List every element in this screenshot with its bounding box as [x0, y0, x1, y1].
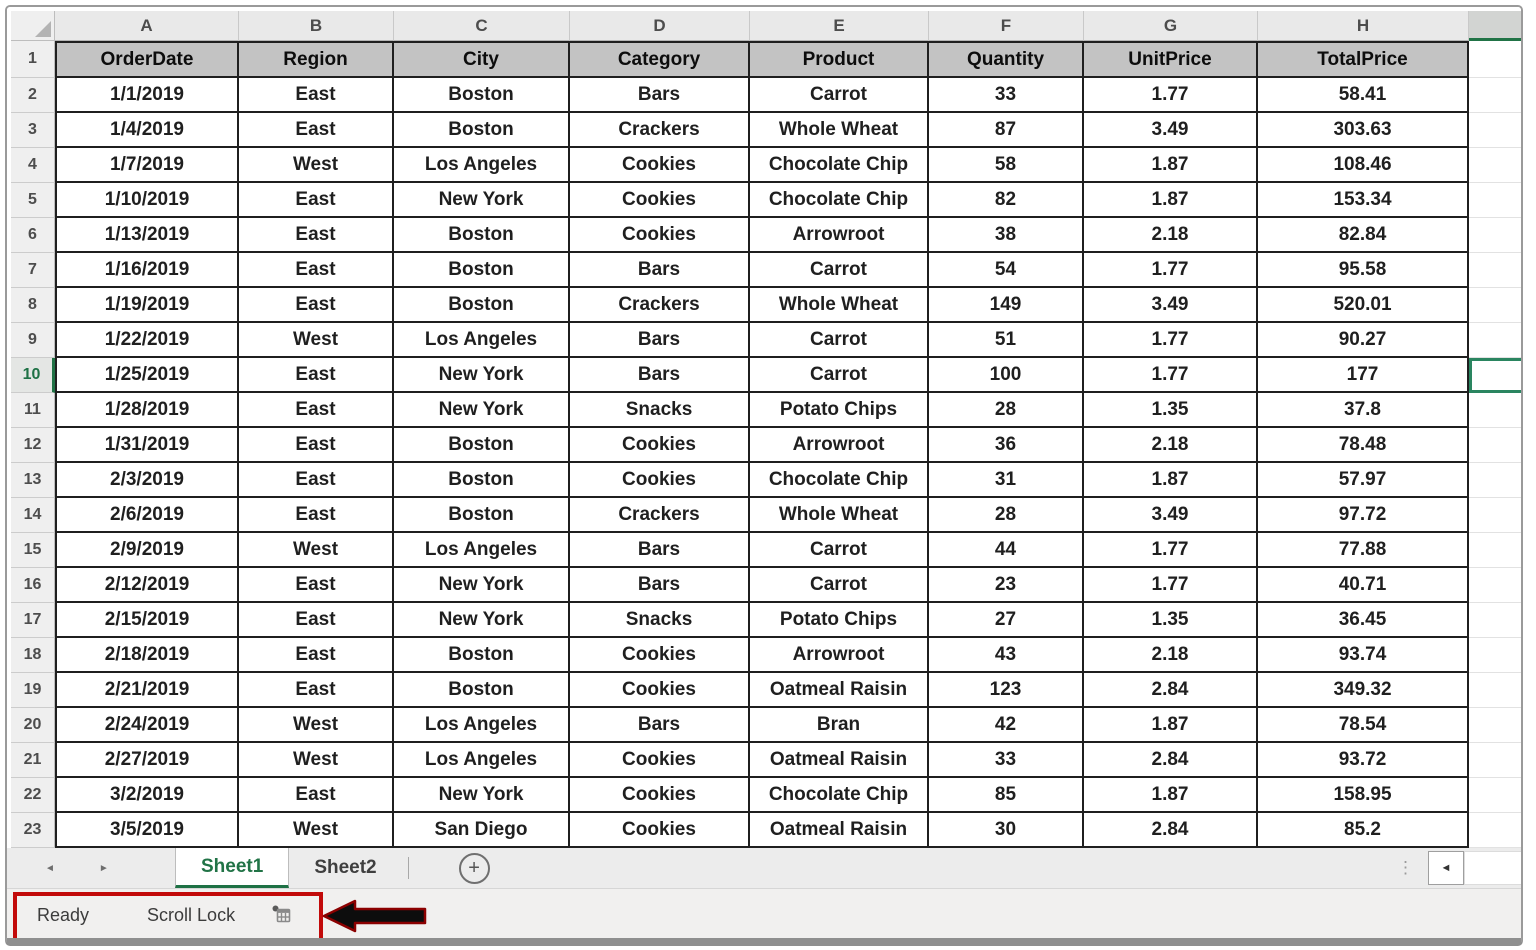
- spreadsheet-grid: [11, 11, 1521, 848]
- row-header-5[interactable]: 5: [11, 183, 55, 218]
- cell-c21[interactable]: Los Angeles: [394, 743, 570, 778]
- cell-h2[interactable]: 58.41: [1258, 78, 1469, 113]
- cell-b6[interactable]: East: [239, 218, 394, 253]
- row-header-18[interactable]: 18: [11, 638, 55, 673]
- cell-h11[interactable]: 37.8: [1258, 393, 1469, 428]
- cell-d7[interactable]: Bars: [570, 253, 750, 288]
- cell-a15[interactable]: 2/9/2019: [55, 533, 239, 568]
- cell-i10[interactable]: [1469, 358, 1521, 393]
- cell-h20[interactable]: 78.54: [1258, 708, 1469, 743]
- cell-a3[interactable]: 1/4/2019: [55, 113, 239, 148]
- cell-a12[interactable]: 1/31/2019: [55, 428, 239, 463]
- cell-g11[interactable]: 1.35: [1084, 393, 1258, 428]
- header-cell-orderdate[interactable]: OrderDate: [55, 41, 239, 78]
- cell-c15[interactable]: Los Angeles: [394, 533, 570, 568]
- cell-i7[interactable]: [1469, 253, 1521, 288]
- cell-b13[interactable]: East: [239, 463, 394, 498]
- cell-b11[interactable]: East: [239, 393, 394, 428]
- sheet-nav-zone: [7, 848, 175, 888]
- tab-scrollbar-splitter-icon[interactable]: ⋮: [1397, 858, 1414, 877]
- cell-c17[interactable]: New York: [394, 603, 570, 638]
- cell-e5[interactable]: Chocolate Chip: [750, 183, 929, 218]
- cell-i2[interactable]: [1469, 78, 1521, 113]
- cell-e9[interactable]: Carrot: [750, 323, 929, 358]
- cell-e17[interactable]: Potato Chips: [750, 603, 929, 638]
- cell-b16[interactable]: East: [239, 568, 394, 603]
- spreadsheet-area: [7, 7, 1521, 848]
- cell-b20[interactable]: West: [239, 708, 394, 743]
- cell-f10[interactable]: 100: [929, 358, 1084, 393]
- cell-b17[interactable]: East: [239, 603, 394, 638]
- cell-g19[interactable]: 2.84: [1084, 673, 1258, 708]
- cell-i15[interactable]: [1469, 533, 1521, 568]
- cell-a8[interactable]: 1/19/2019: [55, 288, 239, 323]
- cell-c19[interactable]: Boston: [394, 673, 570, 708]
- cell-c8[interactable]: Boston: [394, 288, 570, 323]
- cell-f2[interactable]: 33: [929, 78, 1084, 113]
- row-header-12[interactable]: 12: [11, 428, 55, 463]
- cell-f23[interactable]: 30: [929, 813, 1084, 848]
- cell-f5[interactable]: 82: [929, 183, 1084, 218]
- column-header-g[interactable]: G: [1084, 11, 1258, 41]
- tab-sheet1-label: Sheet1: [201, 855, 264, 877]
- cell-a10[interactable]: 1/25/2019: [55, 358, 239, 393]
- cell-b12[interactable]: East: [239, 428, 394, 463]
- row-header-15[interactable]: 15: [11, 533, 55, 568]
- cell-g21[interactable]: 2.84: [1084, 743, 1258, 778]
- cell-b7[interactable]: East: [239, 253, 394, 288]
- cell-i16[interactable]: [1469, 568, 1521, 603]
- row-header-9[interactable]: 9: [11, 323, 55, 358]
- cell-d11[interactable]: Snacks: [570, 393, 750, 428]
- cell-h8[interactable]: 520.01: [1258, 288, 1469, 323]
- row-header-20[interactable]: 20: [11, 708, 55, 743]
- cell-h6[interactable]: 82.84: [1258, 218, 1469, 253]
- hscroll-left-button[interactable]: [1428, 851, 1464, 885]
- select-all-button[interactable]: [11, 11, 55, 41]
- header-cell-category[interactable]: Category: [570, 41, 750, 78]
- cell-f12[interactable]: 36: [929, 428, 1084, 463]
- cell-h18[interactable]: 93.74: [1258, 638, 1469, 673]
- cell-e18[interactable]: Arrowroot: [750, 638, 929, 673]
- cell-e8[interactable]: Whole Wheat: [750, 288, 929, 323]
- row-header-23[interactable]: 23: [11, 813, 55, 848]
- cell-h21[interactable]: 93.72: [1258, 743, 1469, 778]
- column-header-d[interactable]: D: [570, 11, 750, 41]
- cell-a5[interactable]: 1/10/2019: [55, 183, 239, 218]
- cell-g7[interactable]: 1.77: [1084, 253, 1258, 288]
- cell-e3[interactable]: Whole Wheat: [750, 113, 929, 148]
- row-header-2[interactable]: 2: [11, 78, 55, 113]
- cell-i1[interactable]: [1469, 41, 1521, 78]
- cell-d14[interactable]: Crackers: [570, 498, 750, 533]
- cell-c6[interactable]: Boston: [394, 218, 570, 253]
- cell-i21[interactable]: [1469, 743, 1521, 778]
- cell-e10[interactable]: Carrot: [750, 358, 929, 393]
- scroll-left-icon: ◄: [1440, 862, 1452, 874]
- tab-sheet2-label: Sheet2: [314, 857, 377, 878]
- cell-d10[interactable]: Bars: [570, 358, 750, 393]
- cell-h12[interactable]: 78.48: [1258, 428, 1469, 463]
- header-cell-quantity[interactable]: Quantity: [929, 41, 1084, 78]
- cell-i19[interactable]: [1469, 673, 1521, 708]
- cell-a23[interactable]: 3/5/2019: [55, 813, 239, 848]
- annotation-arrow-icon: [321, 899, 433, 933]
- header-cell-totalprice[interactable]: TotalPrice: [1258, 41, 1469, 78]
- excel-window: [5, 5, 1523, 946]
- cell-h16[interactable]: 40.71: [1258, 568, 1469, 603]
- cell-g6[interactable]: 2.18: [1084, 218, 1258, 253]
- row-header-11[interactable]: 11: [11, 393, 55, 428]
- cell-b9[interactable]: West: [239, 323, 394, 358]
- cell-c10[interactable]: New York: [394, 358, 570, 393]
- cell-d22[interactable]: Cookies: [570, 778, 750, 813]
- cell-d9[interactable]: Bars: [570, 323, 750, 358]
- row-header-16[interactable]: 16: [11, 568, 55, 603]
- cell-b22[interactable]: East: [239, 778, 394, 813]
- column-header-a[interactable]: A: [55, 11, 239, 41]
- cell-d5[interactable]: Cookies: [570, 183, 750, 218]
- column-header-f[interactable]: F: [929, 11, 1084, 41]
- cell-a21[interactable]: 2/27/2019: [55, 743, 239, 778]
- cell-f16[interactable]: 23: [929, 568, 1084, 603]
- cell-g14[interactable]: 3.49: [1084, 498, 1258, 533]
- cell-c13[interactable]: Boston: [394, 463, 570, 498]
- cell-b8[interactable]: East: [239, 288, 394, 323]
- cell-g5[interactable]: 1.87: [1084, 183, 1258, 218]
- cell-g18[interactable]: 2.18: [1084, 638, 1258, 673]
- column-header-b[interactable]: B: [239, 11, 394, 41]
- cell-c4[interactable]: Los Angeles: [394, 148, 570, 183]
- cell-e22[interactable]: Chocolate Chip: [750, 778, 929, 813]
- status-ready-label: Ready: [37, 904, 90, 925]
- cell-f21[interactable]: 33: [929, 743, 1084, 778]
- cell-c11[interactable]: New York: [394, 393, 570, 428]
- cell-d21[interactable]: Cookies: [570, 743, 750, 778]
- cell-c16[interactable]: New York: [394, 568, 570, 603]
- cell-a13[interactable]: 2/3/2019: [55, 463, 239, 498]
- cell-g17[interactable]: 1.35: [1084, 603, 1258, 638]
- add-sheet-button[interactable]: [459, 853, 490, 884]
- tab-sheet1[interactable]: [175, 848, 289, 888]
- cell-h7[interactable]: 95.58: [1258, 253, 1469, 288]
- cell-g23[interactable]: 2.84: [1084, 813, 1258, 848]
- cell-i6[interactable]: [1469, 218, 1521, 253]
- cell-a6[interactable]: 1/13/2019: [55, 218, 239, 253]
- cell-d13[interactable]: Cookies: [570, 463, 750, 498]
- sheet-nav-left-icon[interactable]: ◄: [45, 862, 55, 874]
- column-header-partial[interactable]: [1469, 11, 1521, 41]
- cell-h10[interactable]: 177: [1258, 358, 1469, 393]
- status-scroll-lock-label: Scroll Lock: [147, 904, 236, 925]
- cell-i4[interactable]: [1469, 148, 1521, 183]
- row-header-21[interactable]: 21: [11, 743, 55, 778]
- cell-e13[interactable]: Chocolate Chip: [750, 463, 929, 498]
- cell-e16[interactable]: Carrot: [750, 568, 929, 603]
- cell-i20[interactable]: [1469, 708, 1521, 743]
- cell-h14[interactable]: 97.72: [1258, 498, 1469, 533]
- cell-b19[interactable]: East: [239, 673, 394, 708]
- cell-d15[interactable]: Bars: [570, 533, 750, 568]
- cell-e12[interactable]: Arrowroot: [750, 428, 929, 463]
- cell-c23[interactable]: San Diego: [394, 813, 570, 848]
- cell-a4[interactable]: 1/7/2019: [55, 148, 239, 183]
- row-header-13[interactable]: 13: [11, 463, 55, 498]
- cell-b21[interactable]: West: [239, 743, 394, 778]
- cell-h15[interactable]: 77.88: [1258, 533, 1469, 568]
- cell-a7[interactable]: 1/16/2019: [55, 253, 239, 288]
- cell-a16[interactable]: 2/12/2019: [55, 568, 239, 603]
- header-cell-product[interactable]: Product: [750, 41, 929, 78]
- cell-h5[interactable]: 153.34: [1258, 183, 1469, 218]
- cell-f19[interactable]: 123: [929, 673, 1084, 708]
- cell-f9[interactable]: 51: [929, 323, 1084, 358]
- cell-h13[interactable]: 57.97: [1258, 463, 1469, 498]
- cell-a22[interactable]: 3/2/2019: [55, 778, 239, 813]
- macro-record-icon[interactable]: [271, 904, 293, 926]
- status-bar: [7, 889, 1521, 941]
- cell-g3[interactable]: 3.49: [1084, 113, 1258, 148]
- cell-g9[interactable]: 1.77: [1084, 323, 1258, 358]
- cell-c14[interactable]: Boston: [394, 498, 570, 533]
- cell-i18[interactable]: [1469, 638, 1521, 673]
- header-cell-region[interactable]: Region: [239, 41, 394, 78]
- cell-a9[interactable]: 1/22/2019: [55, 323, 239, 358]
- cell-e4[interactable]: Chocolate Chip: [750, 148, 929, 183]
- column-header-e[interactable]: E: [750, 11, 929, 41]
- cell-b15[interactable]: West: [239, 533, 394, 568]
- row-header-4[interactable]: 4: [11, 148, 55, 183]
- cell-d18[interactable]: Cookies: [570, 638, 750, 673]
- cell-i17[interactable]: [1469, 603, 1521, 638]
- header-cell-unitprice[interactable]: UnitPrice: [1084, 41, 1258, 78]
- cell-d8[interactable]: Crackers: [570, 288, 750, 323]
- cell-c7[interactable]: Boston: [394, 253, 570, 288]
- cell-i3[interactable]: [1469, 113, 1521, 148]
- cell-f13[interactable]: 31: [929, 463, 1084, 498]
- cell-c3[interactable]: Boston: [394, 113, 570, 148]
- header-cell-city[interactable]: City: [394, 41, 570, 78]
- cell-g8[interactable]: 3.49: [1084, 288, 1258, 323]
- cell-h19[interactable]: 349.32: [1258, 673, 1469, 708]
- cell-c22[interactable]: New York: [394, 778, 570, 813]
- cell-e15[interactable]: Carrot: [750, 533, 929, 568]
- cell-d6[interactable]: Cookies: [570, 218, 750, 253]
- cell-a11[interactable]: 1/28/2019: [55, 393, 239, 428]
- cell-f22[interactable]: 85: [929, 778, 1084, 813]
- cell-i11[interactable]: [1469, 393, 1521, 428]
- cell-b2[interactable]: East: [239, 78, 394, 113]
- cell-i5[interactable]: [1469, 183, 1521, 218]
- cell-g22[interactable]: 1.87: [1084, 778, 1258, 813]
- cell-i14[interactable]: [1469, 498, 1521, 533]
- row-header-22[interactable]: 22: [11, 778, 55, 813]
- cell-h9[interactable]: 90.27: [1258, 323, 1469, 358]
- cell-e23[interactable]: Oatmeal Raisin: [750, 813, 929, 848]
- cell-b3[interactable]: East: [239, 113, 394, 148]
- cell-c20[interactable]: Los Angeles: [394, 708, 570, 743]
- cell-f6[interactable]: 38: [929, 218, 1084, 253]
- cell-h23[interactable]: 85.2: [1258, 813, 1469, 848]
- cell-f11[interactable]: 28: [929, 393, 1084, 428]
- horizontal-scrollbar-track[interactable]: [1464, 851, 1521, 885]
- row-header-19[interactable]: 19: [11, 673, 55, 708]
- cell-a20[interactable]: 2/24/2019: [55, 708, 239, 743]
- cell-c12[interactable]: Boston: [394, 428, 570, 463]
- cell-e7[interactable]: Carrot: [750, 253, 929, 288]
- cell-g15[interactable]: 1.77: [1084, 533, 1258, 568]
- cell-e19[interactable]: Oatmeal Raisin: [750, 673, 929, 708]
- cell-e14[interactable]: Whole Wheat: [750, 498, 929, 533]
- cell-a19[interactable]: 2/21/2019: [55, 673, 239, 708]
- cell-d2[interactable]: Bars: [570, 78, 750, 113]
- cell-i22[interactable]: [1469, 778, 1521, 813]
- row-header-1[interactable]: 1: [11, 41, 55, 78]
- cell-h3[interactable]: 303.63: [1258, 113, 1469, 148]
- cell-h17[interactable]: 36.45: [1258, 603, 1469, 638]
- cell-b23[interactable]: West: [239, 813, 394, 848]
- row-header-6[interactable]: 6: [11, 218, 55, 253]
- cell-i13[interactable]: [1469, 463, 1521, 498]
- cell-e20[interactable]: Bran: [750, 708, 929, 743]
- cell-b18[interactable]: East: [239, 638, 394, 673]
- cell-d16[interactable]: Bars: [570, 568, 750, 603]
- cell-i23[interactable]: [1469, 813, 1521, 848]
- row-header-3[interactable]: 3: [11, 113, 55, 148]
- cell-f8[interactable]: 149: [929, 288, 1084, 323]
- row-header-10[interactable]: 10: [11, 358, 55, 393]
- cell-g20[interactable]: 1.87: [1084, 708, 1258, 743]
- cell-i8[interactable]: [1469, 288, 1521, 323]
- cell-i12[interactable]: [1469, 428, 1521, 463]
- cell-d12[interactable]: Cookies: [570, 428, 750, 463]
- cell-e6[interactable]: Arrowroot: [750, 218, 929, 253]
- cell-b4[interactable]: West: [239, 148, 394, 183]
- cell-d3[interactable]: Crackers: [570, 113, 750, 148]
- cell-c2[interactable]: Boston: [394, 78, 570, 113]
- tab-separator: [408, 857, 409, 879]
- row-header-8[interactable]: 8: [11, 288, 55, 323]
- cell-f17[interactable]: 27: [929, 603, 1084, 638]
- cell-g10[interactable]: 1.77: [1084, 358, 1258, 393]
- cell-g12[interactable]: 2.18: [1084, 428, 1258, 463]
- cell-e2[interactable]: Carrot: [750, 78, 929, 113]
- cell-b14[interactable]: East: [239, 498, 394, 533]
- cell-g16[interactable]: 1.77: [1084, 568, 1258, 603]
- cell-a14[interactable]: 2/6/2019: [55, 498, 239, 533]
- cell-b10[interactable]: East: [239, 358, 394, 393]
- plus-icon: +: [468, 857, 480, 879]
- cell-f7[interactable]: 54: [929, 253, 1084, 288]
- cell-a18[interactable]: 2/18/2019: [55, 638, 239, 673]
- cell-c5[interactable]: New York: [394, 183, 570, 218]
- cell-f18[interactable]: 43: [929, 638, 1084, 673]
- cell-e21[interactable]: Oatmeal Raisin: [750, 743, 929, 778]
- row-header-7[interactable]: 7: [11, 253, 55, 288]
- cell-d4[interactable]: Cookies: [570, 148, 750, 183]
- tab-sheet2[interactable]: [289, 848, 401, 888]
- cell-c9[interactable]: Los Angeles: [394, 323, 570, 358]
- cell-g2[interactable]: 1.77: [1084, 78, 1258, 113]
- cell-f20[interactable]: 42: [929, 708, 1084, 743]
- row-header-17[interactable]: 17: [11, 603, 55, 638]
- cell-f15[interactable]: 44: [929, 533, 1084, 568]
- cell-a17[interactable]: 2/15/2019: [55, 603, 239, 638]
- cell-g4[interactable]: 1.87: [1084, 148, 1258, 183]
- sheet-tab-bar: [7, 848, 1521, 889]
- cell-d23[interactable]: Cookies: [570, 813, 750, 848]
- column-header-c[interactable]: C: [394, 11, 570, 41]
- cell-c18[interactable]: Boston: [394, 638, 570, 673]
- cell-f3[interactable]: 87: [929, 113, 1084, 148]
- cell-a2[interactable]: 1/1/2019: [55, 78, 239, 113]
- row-header-14[interactable]: 14: [11, 498, 55, 533]
- cell-h22[interactable]: 158.95: [1258, 778, 1469, 813]
- cell-h4[interactable]: 108.46: [1258, 148, 1469, 183]
- cell-d19[interactable]: Cookies: [570, 673, 750, 708]
- cell-d20[interactable]: Bars: [570, 708, 750, 743]
- tabbar-spacer: [490, 848, 1397, 888]
- cell-i9[interactable]: [1469, 323, 1521, 358]
- cell-d17[interactable]: Snacks: [570, 603, 750, 638]
- cell-e11[interactable]: Potato Chips: [750, 393, 929, 428]
- cell-f4[interactable]: 58: [929, 148, 1084, 183]
- cell-g13[interactable]: 1.87: [1084, 463, 1258, 498]
- cell-b5[interactable]: East: [239, 183, 394, 218]
- column-header-h[interactable]: H: [1258, 11, 1469, 41]
- sheet-nav-right-icon[interactable]: ►: [98, 862, 109, 874]
- cell-f14[interactable]: 28: [929, 498, 1084, 533]
- select-all-triangle-icon: [35, 21, 51, 37]
